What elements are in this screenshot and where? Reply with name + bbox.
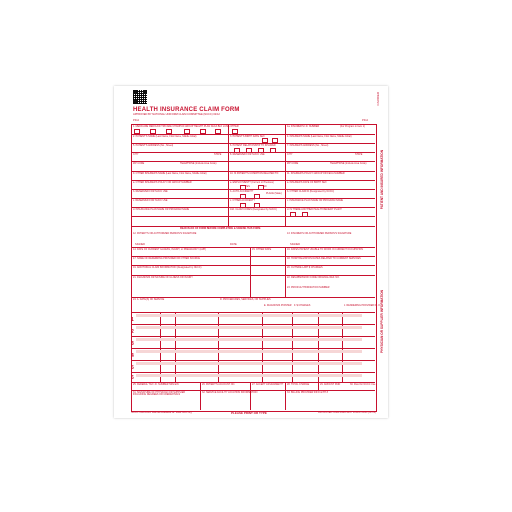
field-22-label: 22. RESUBMISSION CODE ORIGINAL REF. NO.: [287, 276, 340, 279]
insured-city-label: CITY: [287, 153, 293, 156]
insured-state-label: STATE: [355, 153, 363, 156]
field-15-label: 15. OTHER DATE: [252, 248, 272, 251]
field-23-label: 23. PRIOR AUTHORIZATION NUMBER: [287, 286, 330, 289]
group-health-checkbox[interactable]: [200, 129, 206, 134]
sex-m-checkbox[interactable]: [262, 138, 268, 143]
field-16-label: 16. DATES PATIENT UNABLE TO WORK IN CURRENT OCCUPATION: [287, 248, 363, 251]
field-11c-label: c. INSURANCE PLAN NAME OR PROGRAM NAME: [287, 199, 343, 202]
footer-omb: APPROVED OMB-0938-1197 FORM 1500 (02-12): [318, 411, 377, 414]
field-33-label: 33. BILLING PROVIDER INFO & PH #: [287, 391, 328, 394]
service-line-number: 5: [131, 365, 134, 371]
field-1-label: 1. MEDICARE MEDICAID TRICARE CHAMPVA GROUP HEALTH PLAN FECA BLK LUNG OTHER: [133, 125, 239, 128]
service-line-number: 6: [131, 375, 134, 381]
field-24a-label: 24. A. DATE(S) OF SERVICE: [133, 298, 165, 301]
field-9d-label: d. INSURANCE PLAN NAME OR PROGRAM NAME: [133, 208, 190, 211]
champva-checkbox[interactable]: [184, 129, 190, 134]
field-13-label: 13. INSURED'S OR AUTHORIZED PERSON'S SIGNATURE: [287, 232, 352, 235]
state-label: STATE: [214, 153, 222, 156]
field-11a-label: a. INSURED'S DATE OF BIRTH SEX: [287, 181, 327, 184]
read-back-notice: READ BACK OF FORM BEFORE COMPLETING & SIGNING THIS FORM.: [180, 227, 261, 230]
service-line-number: 1: [131, 317, 134, 323]
field-27-label: 27. ACCEPT ASSIGNMENT?: [252, 383, 284, 386]
field-2-label: 2. PATIENT'S NAME (Last Name, First Name, Middle Initial): [133, 135, 197, 138]
field-21-label: 21. DIAGNOSIS OR NATURE OF ILLNESS OR INJURY: [133, 276, 193, 279]
field-24j-label: J. RENDERING PROVIDER ID. #: [344, 304, 380, 307]
sex-f-checkbox[interactable]: [272, 138, 278, 143]
other-plan-yes-checkbox[interactable]: [290, 212, 296, 217]
field-9b-label: b. RESERVED FOR NUCC USE: [133, 190, 168, 193]
field-10a-label: a. EMPLOYMENT? (Current or Previous): [230, 181, 274, 184]
field-29-label: 29. AMOUNT PAID: [320, 383, 341, 386]
field-25-label: 25. FEDERAL TAX I.D. NUMBER SSN EIN: [133, 383, 179, 386]
service-line-number: 2: [131, 329, 134, 335]
insured-tel-label: TELEPHONE (Include Area Code): [330, 162, 367, 165]
tel-label: TELEPHONE (Include Area Code): [180, 162, 217, 165]
field-30-label: 30. Rsvd for NUCC Use: [350, 383, 376, 386]
field-14-label: 14. DATE OF CURRENT ILLNESS, INJURY, or PREGNANCY (LMP): [133, 248, 206, 251]
field-4-label: 4. INSURED'S NAME (Last Name, First Name, Middle Initial): [287, 135, 352, 138]
pica-left: PICA: [133, 119, 140, 122]
footer-instructions: NUCC Instruction Manual available at: www.nucc.org: [131, 411, 192, 414]
field-28-label: 28. TOTAL CHARGE: [287, 383, 310, 386]
signed-label: SIGNED: [135, 243, 145, 246]
field-9a-label: a. OTHER INSURED'S POLICY OR GROUP NUMBER: [133, 181, 192, 184]
field-10-label: 10. IS PATIENT'S CONDITION RELATED TO:: [230, 172, 279, 175]
field-1a-label: 1a. INSURED'S I.D. NUMBER: [287, 125, 320, 128]
field-19-label: 19. ADDITIONAL CLAIM INFORMATION (Designated by NUCC): [133, 266, 202, 269]
field-1a-note: (For Program in Item 1): [340, 125, 365, 128]
approval-note: APPROVED BY NATIONAL UNIFORM CLAIM COMMITTEE (NUCC) 02/12: [133, 113, 220, 116]
service-line-number: 3: [131, 341, 134, 347]
feca-checkbox[interactable]: [215, 129, 221, 134]
date-label: DATE: [230, 243, 237, 246]
side-label-patient: PATIENT AND INSURED INFORMATION: [380, 150, 384, 210]
field-20-label: 20. OUTSIDE LAB? $ CHARGES: [287, 266, 323, 269]
other-checkbox[interactable]: [232, 129, 238, 134]
field-7-label: 7. INSURED'S ADDRESS (No., Street): [287, 144, 329, 147]
insured-zip-label: ZIP CODE: [287, 162, 299, 165]
field-6-label: 6. PATIENT RELATIONSHIP TO INSURED: [230, 144, 276, 147]
field-26-label: 26. PATIENT'S ACCOUNT NO.: [202, 383, 235, 386]
field-31-label: 31. SIGNATURE OF PHYSICIAN OR SUPPLIER INCLUDING DEGREES OR CREDENTIALS: [133, 391, 186, 397]
field-11d-label: d. IS THERE ANOTHER HEALTH BENEFIT PLAN?: [287, 208, 342, 211]
employment-yes-label: YES: [245, 184, 250, 188]
field-9-label: 9. OTHER INSURED'S NAME (Last Name, First Name, Middle Initial): [133, 172, 207, 175]
qr-code: [133, 90, 147, 104]
field-24f-label: F. $ CHARGES: [294, 304, 311, 307]
field-12-label: 12. PATIENT'S OR AUTHORIZED PERSON'S SIGNATURE: [133, 232, 197, 235]
rel-other-checkbox[interactable]: [270, 148, 276, 153]
field-10c-label: c. OTHER ACCIDENT?: [230, 199, 255, 202]
city-label: CITY: [133, 153, 139, 156]
other-plan-no-checkbox[interactable]: [302, 212, 308, 217]
footer-please-print: PLEASE PRINT OR TYPE: [231, 411, 267, 415]
medicare-checkbox[interactable]: [134, 129, 140, 134]
zip-label: ZIP CODE: [133, 162, 145, 165]
field-10d-label: 10d. CLAIM CODES (Designated by NUCC): [230, 208, 277, 211]
side-label-physician: PHYSICIAN OR SUPPLIER INFORMATION: [380, 290, 384, 353]
field-24e-label: E. DIAGNOSIS POINTER: [264, 304, 292, 307]
employment-no-label: NO: [263, 184, 267, 188]
field-11-label: 11. INSURED'S POLICY GROUP OR FECA NUMBER: [287, 172, 345, 175]
field-5-label: 5. PATIENT'S ADDRESS (No., Street): [133, 144, 174, 147]
field-9c-label: c. RESERVED FOR NUCC USE: [133, 199, 168, 202]
service-line-number: 4: [131, 353, 134, 359]
insured-signed-label: SIGNED: [290, 243, 300, 246]
tricare-checkbox[interactable]: [166, 129, 172, 134]
field-18-label: 18. HOSPITALIZATION DATES RELATED TO CURRENT SERVICES: [287, 257, 361, 260]
place-label: PLACE (State): [266, 192, 282, 195]
field-8-label: 8. RESERVED FOR NUCC USE: [230, 153, 265, 156]
medicaid-checkbox[interactable]: [150, 129, 156, 134]
field-3-label: 3. PATIENT'S BIRTH DATE SEX: [230, 135, 265, 138]
field-11b-label: b. OTHER CLAIM ID (Designated by NUCC): [287, 190, 335, 193]
field-24d-label: D. PROCEDURES, SERVICES, OR SUPPLIES: [220, 298, 271, 301]
field-17-label: 17. NAME OF REFERRING PROVIDER OR OTHER SOURCE: [133, 257, 200, 260]
form-title: HEALTH INSURANCE CLAIM FORM: [133, 107, 240, 113]
pica-right: PICA: [362, 119, 369, 122]
carrier-label: CARRIER: [376, 92, 380, 106]
field-32-label: 32. SERVICE FACILITY LOCATION INFORMATION: [202, 391, 258, 394]
field-10b-label: b. AUTO ACCIDENT?: [230, 190, 254, 193]
